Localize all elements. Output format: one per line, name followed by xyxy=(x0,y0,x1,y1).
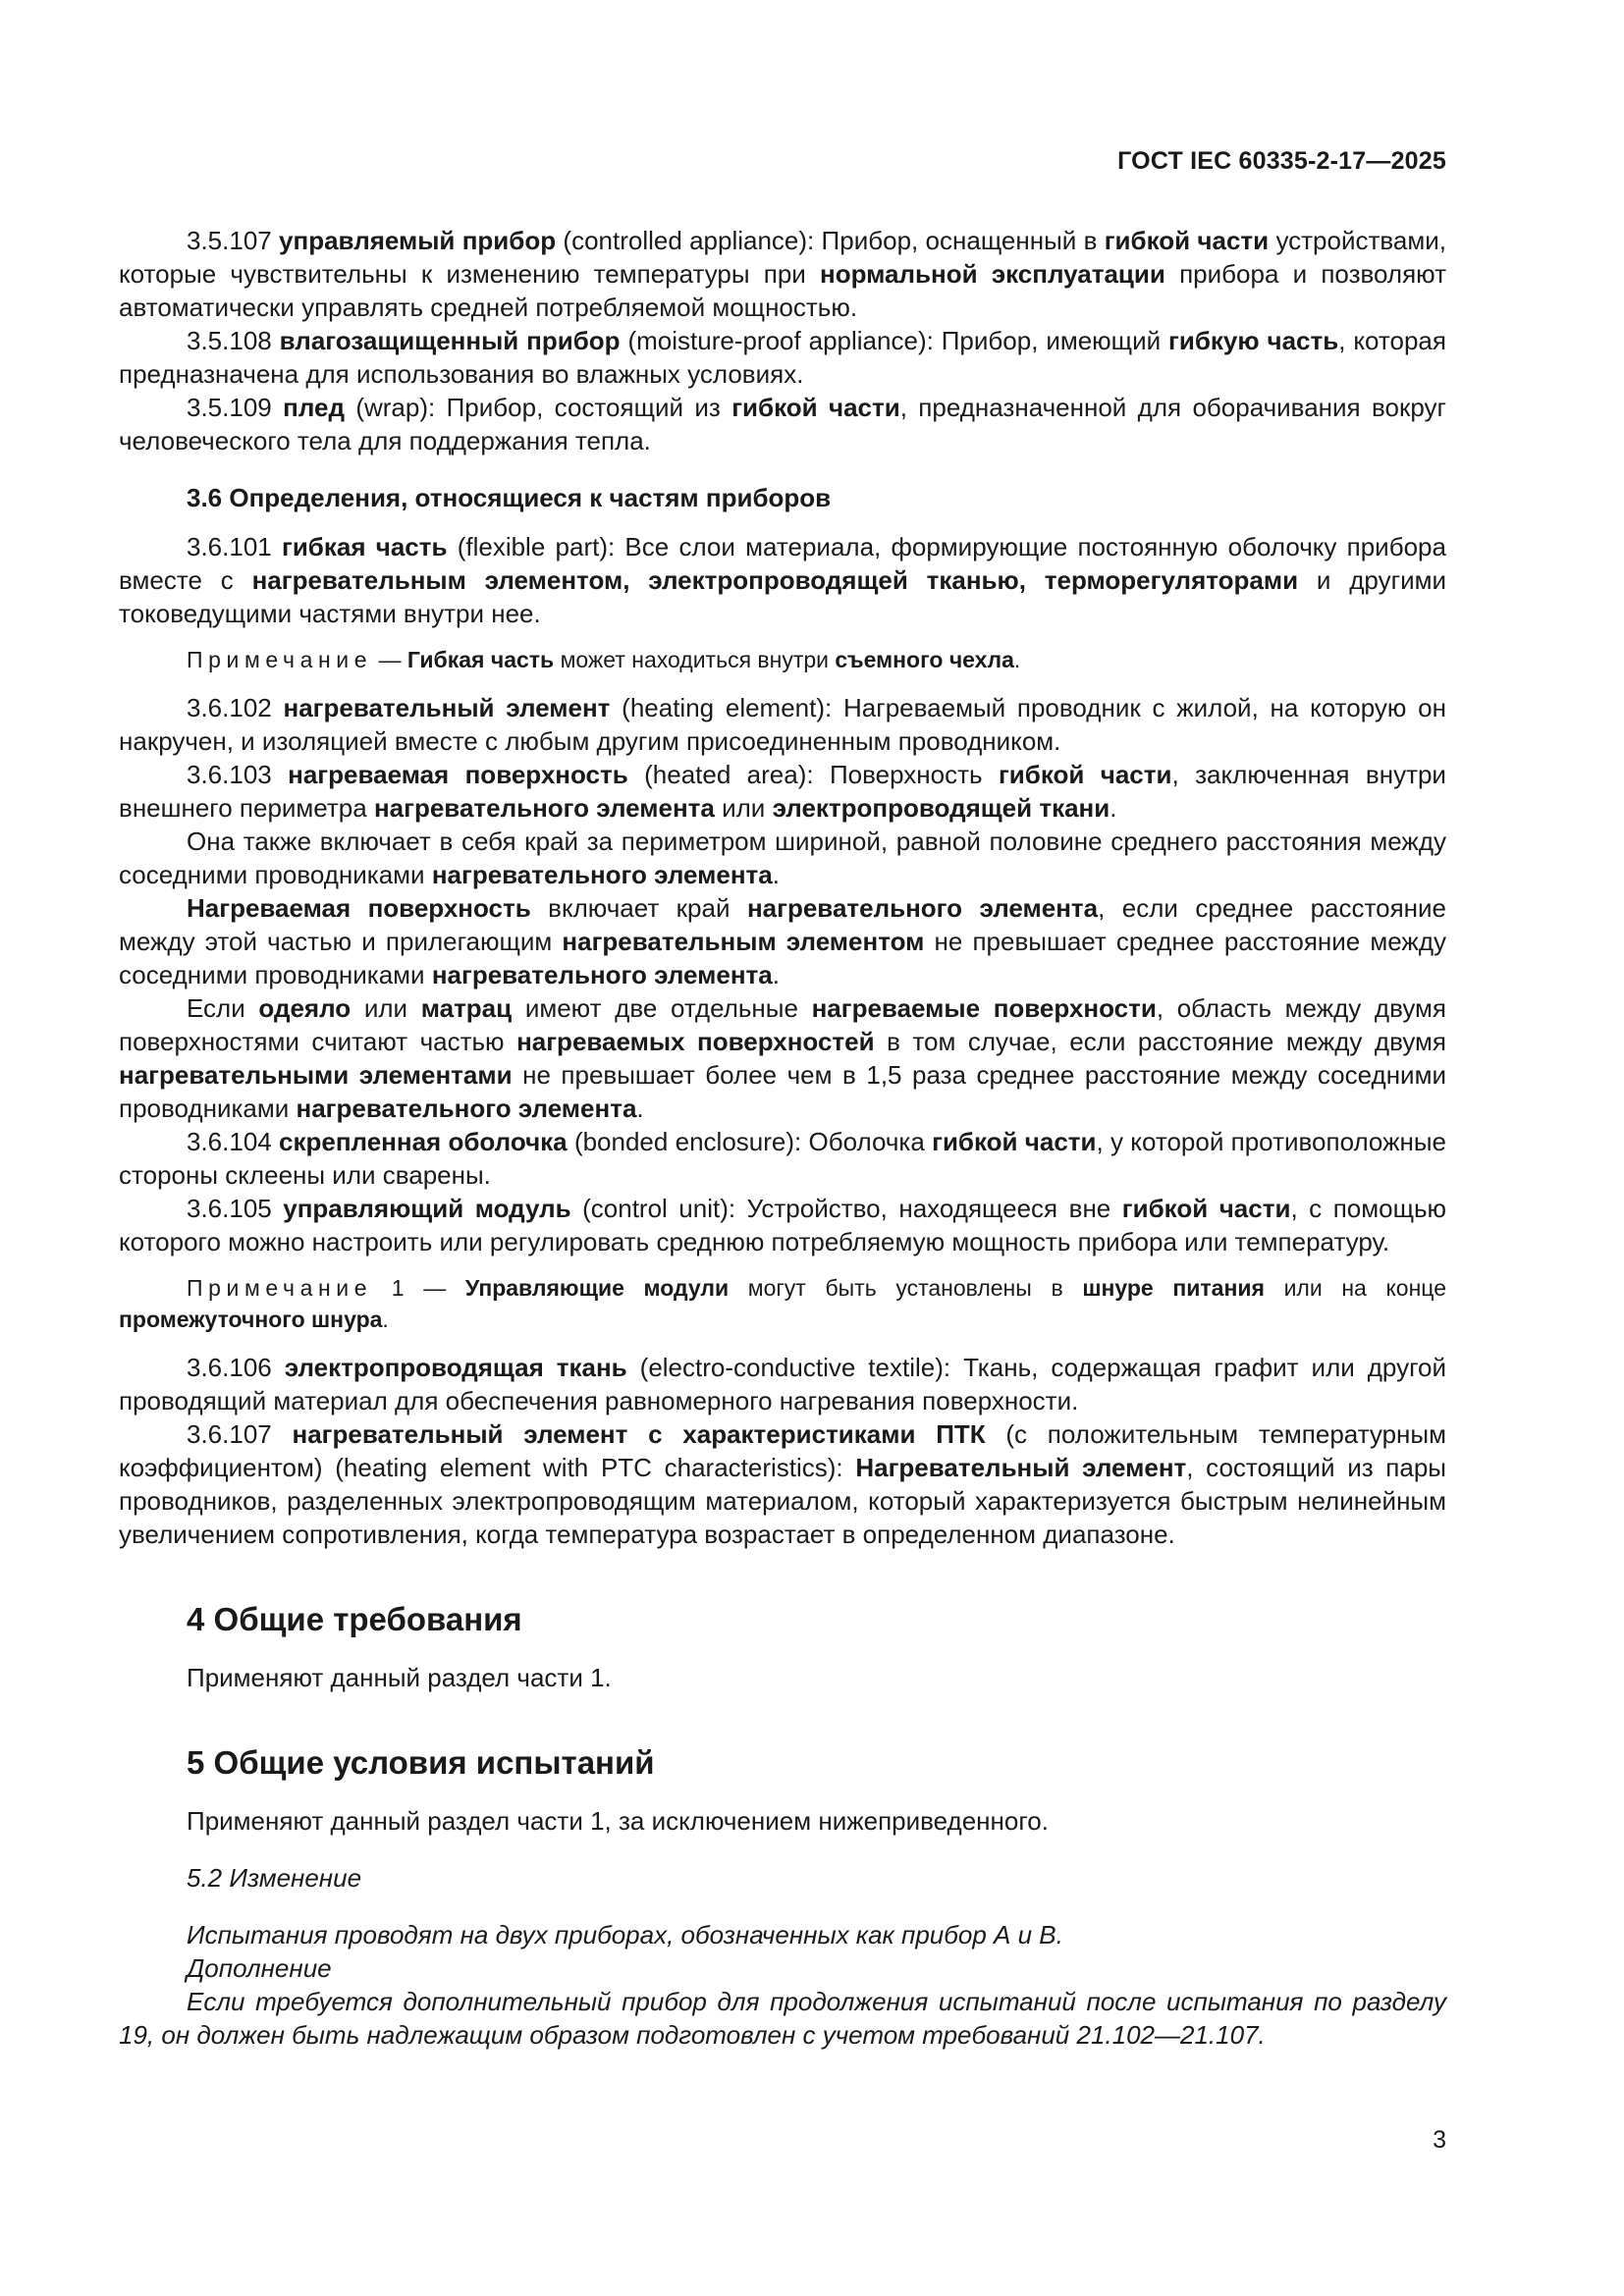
definition-3-6-103-paragraph-2: Она также включает в себя край за периметром шириной, равной половине среднего расстояния между соседними проводниками нагревательного элемента. xyxy=(119,827,1446,889)
section-5-heading: 5 Общие условия испытаний xyxy=(187,1744,655,1781)
definition-3-6-101: 3.6.101 гибкая часть (flexible part): Все слои материала, формирующие постоянную оболочку прибора вместе с нагревательным элементом, электропроводящей тканью, терморегуляторами и другими токоведущими частями внутри нее. xyxy=(119,532,1447,628)
section-3-6-heading: 3.6 Определения, относящиеся к частям приборов xyxy=(187,483,832,512)
standard-header: ГОСТ IEC 60335-2-17—2025 xyxy=(1117,147,1446,175)
definition-3-6-104: 3.6.104 скрепленная оболочка (bonded enclosure): Оболочка гибкой части, у которой противоположные стороны склеены или сварены. xyxy=(119,1127,1446,1190)
section-4-text: Применяют данный раздел части 1. xyxy=(187,1663,612,1692)
section-4-heading: 4 Общие требования xyxy=(187,1601,522,1637)
addition-text: Если требуется дополнительный прибор для продолжения испытаний после испытания по разделу 19, он должен быть надлежащим образом подготовлен с учетом требований 21.102—21.107. xyxy=(119,1987,1446,2050)
definition-3-5-107: 3.5.107 управляемый прибор (controlled appliance): Прибор, оснащенный в гибкой части устройствами, которые чувствительны к изменению температуры при нормальной эксплуатации прибора и позволяют автоматически управлять средней потребляемой мощностью. xyxy=(119,226,1447,322)
definition-3-5-108: 3.5.108 влагозащищенный прибор (moisture-proof appliance): Прибор, имеющий гибкую часть, которая предназначена для использования во влажных условиях. xyxy=(119,326,1446,389)
page-content xyxy=(119,224,1446,2052)
note-3-6-101: Примечание — Гибкая часть может находиться внутри съемного чехла. xyxy=(187,647,1021,672)
definition-3-6-103-paragraph-4: Если одеяло или матрац имеют две отдельные нагреваемые поверхности, область между двумя поверхностями считают частью нагреваемых поверхностей в том случае, если расстояние между двумя нагревательными элементами не превышает более чем в 1,5 раза среднее расстояние между соседними проводниками нагревательного элемента. xyxy=(119,993,1446,1123)
definition-3-6-107: 3.6.107 нагревательный элемент с характеристиками ПТК (с положительным температурным коэффициентом) (heating element with PTC characteristics): Нагревательный элемент, состоящий из пары проводников, разделенных электропроводящим материалом, который характеризуется быстрым нелинейным увеличением сопротивления, когда температура возрастает в определенном диапазоне. xyxy=(119,1419,1446,1549)
subsection-5-2-heading: 5.2 Изменение xyxy=(187,1863,362,1893)
page-number: 3 xyxy=(1433,2126,1446,2154)
section-5-text: Применяют данный раздел части 1, за исключением нижеприведенного. xyxy=(187,1806,1049,1836)
addition-label: Дополнение xyxy=(187,1953,332,1983)
definition-3-6-103: 3.6.103 нагреваемая поверхность (heated area): Поверхность гибкой части, заключенная внутри внешнего периметра нагревательного элемента или электропроводящей ткани. xyxy=(119,760,1446,823)
definition-3-6-103-paragraph-3: Нагреваемая поверхность включает край нагревательного элемента, если среднее расстояние между этой частью и прилегающим нагревательным элементом не превышает среднее расстояние между соседними проводниками нагревательного элемента. xyxy=(119,893,1447,989)
definition-3-6-102: 3.6.102 нагревательный элемент (heating element): Нагреваемый проводник с жилой, на которую он накручен, и изоляцией вместе с любым другим присоединенным проводником. xyxy=(119,693,1446,756)
definition-3-6-105: 3.6.105 управляющий модуль (control unit): Устройство, находящееся вне гибкой части, с помощью которого можно настроить или регулировать среднюю потребляемую мощность прибора или температуру. xyxy=(119,1194,1447,1256)
definition-3-5-109: 3.5.109 плед (wrap): Прибор, состоящий из гибкой части, предназначенной для оборачивания вокруг человеческого тела для поддержания тепла. xyxy=(119,393,1446,455)
note-3-6-105: Примечание 1 — Управляющие модули могут быть установлены в шнуре питания или на конце промежуточного шнура. xyxy=(119,1275,1447,1332)
definition-3-6-106: 3.6.106 электропроводящая ткань (electro-conductive textile): Ткань, содержащая графит или другой проводящий материал для обеспечения равномерного нагревания поверхности. xyxy=(119,1353,1446,1415)
change-text: Испытания проводят на двух приборах, обозначенных как прибор А и В. xyxy=(187,1920,1063,1949)
